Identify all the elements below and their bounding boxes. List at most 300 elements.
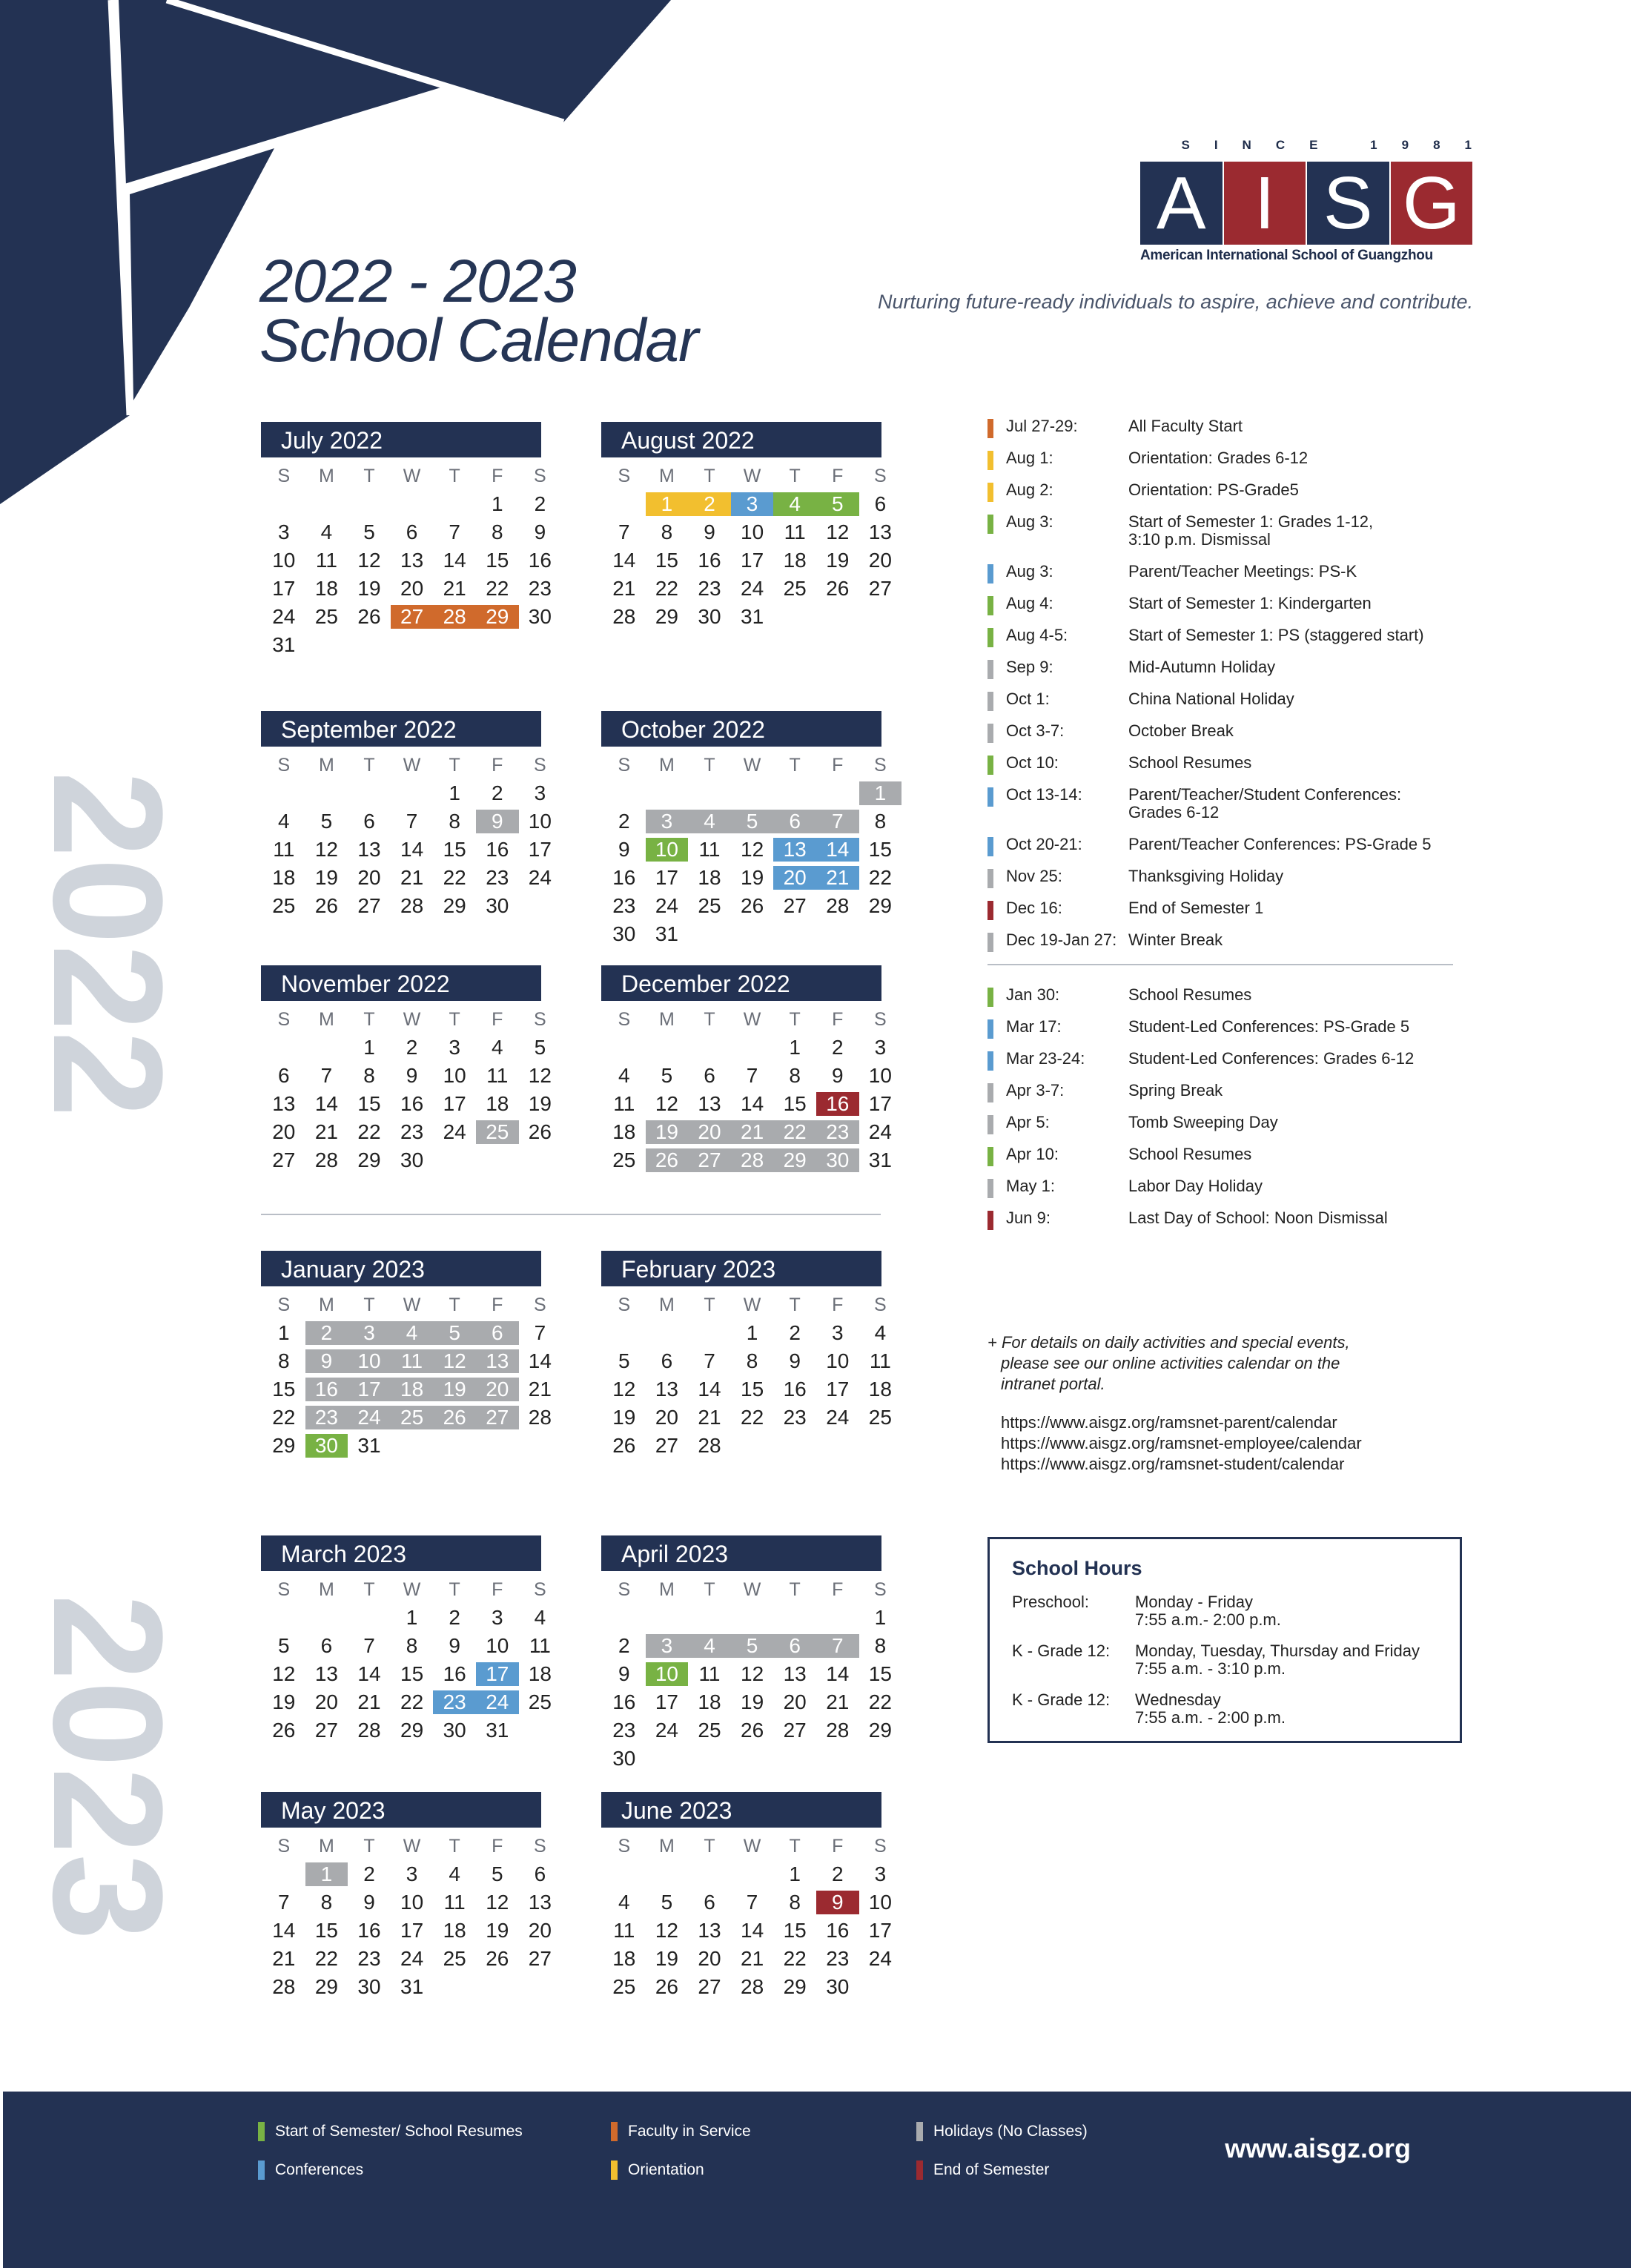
day-cell: 15 — [443, 838, 466, 861]
day-cell: 13 — [528, 1891, 552, 1914]
day-cell: 11 — [698, 1662, 721, 1685]
day-cell: 3 — [874, 1862, 887, 1885]
empty-day — [348, 1604, 391, 1632]
event-text: Parent/Teacher Meetings: PS-K — [1128, 562, 1357, 581]
day-cell-holiday: 3 — [646, 807, 689, 836]
day-cell: 17 — [400, 1919, 424, 1942]
weekday-label: T — [449, 1295, 460, 1315]
day-cell: 19 — [612, 1406, 636, 1429]
event-text: Parent/Teacher/Student Conferences: Grades 6-12 — [1128, 785, 1402, 821]
weekday-label: S — [277, 755, 291, 776]
empty-day — [688, 1319, 731, 1347]
weekday-label: S — [874, 1009, 887, 1030]
day-cell: 20 — [698, 1947, 721, 1970]
link-parent-calendar[interactable]: https://www.aisgz.org/ramsnet-parent/calendar — [1001, 1413, 1337, 1432]
day-cell: 18 — [314, 577, 338, 600]
day-cell-holiday: 18 — [391, 1375, 434, 1404]
day-cell: 31 — [357, 1434, 381, 1457]
day-cell-orient: 2 — [688, 490, 731, 518]
title-years: 2022 - 2023 — [259, 248, 576, 315]
legend-label: Holidays (No Classes) — [933, 2123, 1088, 2140]
day-cell-conf: 3 — [731, 490, 774, 518]
weekday-label: F — [832, 466, 844, 486]
day-cell: 10 — [868, 1891, 892, 1914]
month-title: July 2022 — [261, 422, 541, 457]
event-date: Dec 16: — [1006, 899, 1062, 917]
day-cell: 20 — [868, 549, 892, 572]
day-cell: 19 — [357, 577, 381, 600]
hours-days: Wednesday — [1135, 1690, 1221, 1709]
event-text: School Resumes — [1128, 753, 1252, 772]
day-cell: 14 — [528, 1349, 552, 1372]
day-cell: 24 — [443, 1120, 466, 1143]
event-date: Mar 23-24: — [1006, 1049, 1085, 1068]
title-name: School Calendar — [259, 307, 698, 374]
event-text: Last Day of School: Noon Dismissal — [1128, 1209, 1388, 1227]
day-cell: 29 — [868, 894, 892, 917]
weekday-label: T — [704, 755, 715, 776]
day-cell: 23 — [357, 1947, 381, 1970]
events-2023 — [987, 986, 1492, 1227]
legend-swatch — [916, 2122, 923, 2141]
day-cell: 14 — [314, 1092, 338, 1115]
day-cell: 21 — [357, 1690, 381, 1713]
day-cell: 9 — [789, 1349, 801, 1372]
legend-faculty — [611, 2122, 751, 2141]
empty-day — [603, 1604, 646, 1632]
day-cell: 6 — [320, 1634, 333, 1657]
event-color-marker — [987, 724, 993, 743]
month-grid — [603, 1005, 892, 1174]
weekday-label: M — [318, 1579, 334, 1600]
event-item — [987, 1209, 1492, 1227]
logo-letter-i: I — [1224, 162, 1306, 245]
day-cell-holiday: 5 — [433, 1319, 476, 1347]
weekday-label: T — [704, 1836, 715, 1857]
day-cell-semester: 30 — [305, 1432, 348, 1460]
day-cell: 23 — [400, 1120, 424, 1143]
day-cell-conf: 23 — [433, 1688, 476, 1716]
weekday-label: T — [704, 1295, 715, 1315]
day-cell: 23 — [612, 1719, 636, 1742]
day-cell: 18 — [698, 866, 721, 889]
day-cell: 21 — [741, 1947, 764, 1970]
event-text: China National Holiday — [1128, 690, 1294, 708]
day-cell: 8 — [661, 520, 673, 543]
vertical-year-2022 — [21, 771, 195, 1118]
day-cell: 15 — [783, 1919, 807, 1942]
empty-day — [603, 1319, 646, 1347]
day-cell: 13 — [272, 1092, 296, 1115]
day-cell: 2 — [534, 492, 546, 515]
day-cell: 25 — [528, 1690, 552, 1713]
day-cell-semester: 4 — [773, 490, 816, 518]
event-color-marker — [987, 515, 993, 534]
day-cell: 8 — [449, 810, 460, 833]
day-cell: 27 — [272, 1148, 296, 1171]
day-cell-holiday: 9 — [305, 1347, 348, 1375]
day-cell: 4 — [491, 1036, 503, 1059]
event-color-marker — [987, 933, 993, 952]
month-calendar — [261, 422, 552, 659]
day-cell: 3 — [491, 1606, 503, 1629]
note-line2: please see our online activities calendar on the — [1001, 1354, 1340, 1372]
event-item — [987, 1082, 1492, 1100]
day-cell: 26 — [826, 577, 850, 600]
day-cell: 14 — [357, 1662, 381, 1685]
event-date: Aug 4: — [1006, 594, 1053, 612]
event-color-marker — [987, 596, 993, 615]
empty-day — [688, 1604, 731, 1632]
day-cell: 1 — [789, 1036, 801, 1059]
month-calendar — [601, 965, 892, 1174]
weekday-label: T — [449, 1009, 460, 1030]
weekday-label: M — [318, 1836, 334, 1857]
day-cell: 7 — [746, 1064, 758, 1087]
day-cell: 28 — [528, 1406, 552, 1429]
empty-day — [433, 490, 476, 518]
day-cell: 3 — [831, 1321, 844, 1344]
day-cell: 12 — [612, 1378, 636, 1401]
legend-label: Start of Semester/ School Resumes — [275, 2123, 523, 2140]
school-hours-title: School Hours — [1012, 1557, 1142, 1579]
day-cell: 22 — [272, 1406, 296, 1429]
day-cell-holiday: 26 — [646, 1146, 689, 1174]
event-date: Oct 1: — [1006, 690, 1050, 708]
events-2022 — [987, 417, 1492, 949]
day-cell: 24 — [528, 866, 552, 889]
day-cell: 14 — [443, 549, 466, 572]
day-cell: 11 — [315, 549, 337, 572]
day-cell: 30 — [443, 1719, 466, 1742]
day-cell: 15 — [868, 1662, 892, 1685]
weekday-label: M — [318, 755, 334, 776]
day-cell-holiday: 26 — [433, 1404, 476, 1432]
day-cell-holiday: 24 — [348, 1404, 391, 1432]
day-cell: 14 — [741, 1092, 764, 1115]
day-cell: 11 — [486, 1064, 509, 1087]
event-text: Student-Led Conferences: PS-Grade 5 — [1128, 1017, 1410, 1036]
day-cell-holiday: 3 — [646, 1632, 689, 1660]
day-cell: 26 — [655, 1975, 678, 1998]
weekday-label: S — [277, 1295, 291, 1315]
day-cell-holiday: 23 — [816, 1118, 859, 1146]
note-prefix: + — [987, 1333, 997, 1352]
day-cell: 8 — [278, 1349, 290, 1372]
vertical-year-2023-text: 2023 — [21, 1594, 195, 1941]
empty-day — [348, 490, 391, 518]
empty-day — [262, 1034, 305, 1062]
note-line3: intranet portal. — [1001, 1375, 1105, 1393]
day-cell: 1 — [449, 781, 460, 804]
day-cell: 9 — [534, 520, 546, 543]
event-text: School Resumes — [1128, 1145, 1252, 1163]
weekday-label: M — [658, 466, 675, 486]
day-cell: 31 — [272, 633, 296, 656]
day-cell-faculty: 28 — [433, 603, 476, 631]
day-cell: 13 — [783, 1662, 807, 1685]
weekday-label: T — [363, 1009, 375, 1030]
weekday-label: F — [492, 1009, 503, 1030]
day-cell: 13 — [357, 838, 381, 861]
day-cell: 5 — [618, 1349, 630, 1372]
day-cell: 24 — [868, 1947, 892, 1970]
weekday-label: T — [363, 1836, 375, 1857]
month-title: April 2023 — [601, 1535, 881, 1571]
empty-day — [305, 1034, 348, 1062]
day-cell: 1 — [789, 1862, 801, 1885]
day-cell-conf: 20 — [773, 864, 816, 892]
event-item — [987, 931, 1492, 949]
empty-day — [305, 1604, 348, 1632]
event-text: Orientation: Grades 6-12 — [1128, 449, 1309, 467]
day-cell: 24 — [741, 577, 764, 600]
weekday-label: W — [743, 466, 761, 486]
logo-letter-s: S — [1307, 162, 1389, 245]
weekday-label: S — [534, 1836, 546, 1857]
day-cell-semester: 5 — [816, 490, 859, 518]
weekday-label: T — [704, 1579, 715, 1600]
event-text: Start of Semester 1: Kindergarten — [1128, 594, 1372, 612]
empty-day — [816, 779, 859, 807]
event-color-marker — [987, 483, 993, 502]
day-cell: 7 — [746, 1891, 758, 1914]
day-cell: 2 — [449, 1606, 460, 1629]
day-cell: 22 — [868, 866, 892, 889]
legend-label: Faculty in Service — [628, 2123, 751, 2140]
day-cell: 4 — [618, 1064, 630, 1087]
empty-day — [816, 1604, 859, 1632]
event-text: Start of Semester 1: Grades 1-12, 3:10 p.m. Dismissal — [1128, 512, 1374, 549]
day-cell: 12 — [826, 520, 850, 543]
legend-end-semester — [916, 2160, 1049, 2180]
logo-letter-a: A — [1140, 162, 1223, 245]
day-cell: 31 — [868, 1148, 892, 1171]
day-cell: 23 — [486, 866, 509, 889]
day-cell: 26 — [741, 894, 764, 917]
day-cell: 21 — [443, 577, 466, 600]
day-cell-holiday: 9 — [476, 807, 519, 836]
day-cell: 9 — [406, 1064, 418, 1087]
day-cell-holiday: 20 — [688, 1118, 731, 1146]
event-color-marker — [987, 1083, 993, 1102]
day-cell: 21 — [314, 1120, 338, 1143]
day-cell-semester: 10 — [646, 1660, 689, 1688]
event-color-marker — [987, 837, 993, 856]
event-color-marker — [987, 787, 993, 807]
legend-orientation — [611, 2160, 704, 2180]
day-cell: 11 — [869, 1349, 891, 1372]
school-hours-box — [987, 1537, 1462, 1743]
day-cell: 27 — [783, 894, 807, 917]
day-cell: 17 — [528, 838, 552, 861]
day-cell: 2 — [363, 1862, 375, 1885]
day-cell: 24 — [826, 1406, 850, 1429]
day-cell: 2 — [618, 810, 630, 833]
day-cell: 28 — [698, 1434, 721, 1457]
weekday-label: F — [832, 1579, 844, 1600]
day-cell: 8 — [406, 1634, 418, 1657]
legend-holidays — [916, 2122, 1088, 2141]
event-item — [987, 1018, 1492, 1036]
day-cell: 19 — [272, 1690, 296, 1713]
day-cell: 15 — [868, 838, 892, 861]
footer — [3, 2092, 1631, 2268]
day-cell: 6 — [704, 1064, 715, 1087]
day-cell: 28 — [741, 1975, 764, 1998]
event-date: Aug 3: — [1006, 512, 1053, 531]
legend-swatch — [916, 2160, 923, 2180]
day-cell: 29 — [314, 1975, 338, 1998]
day-cell: 28 — [272, 1975, 296, 1998]
weekday-label: T — [789, 1009, 801, 1030]
day-cell: 31 — [655, 922, 678, 945]
hours-days: Monday, Tuesday, Thursday and Friday — [1135, 1642, 1420, 1660]
empty-day — [688, 1034, 731, 1062]
day-cell: 17 — [826, 1378, 850, 1401]
day-cell: 10 — [272, 549, 296, 572]
day-cell: 11 — [529, 1634, 551, 1657]
day-cell: 29 — [272, 1434, 296, 1457]
day-cell: 19 — [528, 1092, 552, 1115]
weekday-label: M — [318, 1009, 334, 1030]
day-cell: 28 — [826, 1719, 850, 1742]
day-cell: 26 — [272, 1719, 296, 1742]
hours-days: Monday - Friday — [1135, 1593, 1253, 1611]
event-date: Jul 27-29: — [1006, 417, 1078, 435]
day-cell: 23 — [528, 577, 552, 600]
link-employee-calendar[interactable]: https://www.aisgz.org/ramsnet-employee/calendar — [1001, 1434, 1362, 1452]
event-item — [987, 786, 1492, 821]
day-cell: 17 — [868, 1092, 892, 1115]
legend-swatch — [611, 2122, 618, 2141]
month-calendar — [601, 1535, 892, 1773]
day-cell: 4 — [874, 1321, 887, 1344]
event-color-marker — [987, 419, 993, 438]
weekday-label: S — [618, 1579, 631, 1600]
month-grid — [603, 751, 892, 948]
day-cell: 13 — [698, 1092, 721, 1115]
weekday-label: W — [743, 1009, 761, 1030]
day-cell: 20 — [314, 1690, 338, 1713]
day-cell: 2 — [618, 1634, 630, 1657]
day-cell-holiday: 27 — [688, 1146, 731, 1174]
day-cell: 11 — [613, 1092, 635, 1115]
month-calendar — [261, 711, 552, 920]
day-cell: 19 — [826, 549, 850, 572]
event-item — [987, 1145, 1492, 1163]
day-cell: 20 — [400, 577, 424, 600]
day-cell: 7 — [618, 520, 630, 543]
legend-label: Conferences — [275, 2161, 364, 2178]
day-cell: 22 — [741, 1406, 764, 1429]
logo-letter-g: G — [1391, 162, 1473, 245]
day-cell: 9 — [363, 1891, 375, 1914]
day-cell: 25 — [443, 1947, 466, 1970]
day-cell: 26 — [486, 1947, 509, 1970]
day-cell: 16 — [612, 1690, 636, 1713]
day-cell: 5 — [491, 1862, 503, 1885]
legend-conferences — [258, 2160, 363, 2180]
day-cell: 2 — [789, 1321, 801, 1344]
weekday-label: T — [449, 755, 460, 776]
day-cell: 5 — [661, 1891, 673, 1914]
event-date: Jan 30: — [1006, 985, 1060, 1004]
event-color-marker — [987, 1115, 993, 1134]
day-cell: 3 — [406, 1862, 418, 1885]
day-cell: 22 — [783, 1947, 807, 1970]
day-cell-holiday: 21 — [731, 1118, 774, 1146]
day-cell-holiday: 1 — [859, 779, 902, 807]
day-cell: 8 — [874, 1634, 887, 1657]
weekday-label: T — [363, 1295, 375, 1315]
day-cell: 29 — [783, 1975, 807, 1998]
day-cell: 14 — [272, 1919, 296, 1942]
day-cell: 15 — [783, 1092, 807, 1115]
day-cell: 18 — [612, 1120, 636, 1143]
day-cell: 26 — [314, 894, 338, 917]
day-cell: 1 — [874, 1606, 887, 1629]
day-cell-holiday: 7 — [816, 807, 859, 836]
day-cell-holiday: 25 — [476, 1118, 519, 1146]
weekday-label: F — [492, 1295, 503, 1315]
legend-swatch — [611, 2160, 618, 2180]
month-title: September 2022 — [261, 711, 541, 747]
day-cell: 7 — [534, 1321, 546, 1344]
day-cell: 29 — [357, 1148, 381, 1171]
day-cell: 6 — [278, 1064, 290, 1087]
event-item — [987, 754, 1492, 772]
weekday-label: S — [618, 1836, 631, 1857]
day-cell-holiday: 10 — [348, 1347, 391, 1375]
event-color-marker — [987, 1211, 993, 1230]
event-color-marker — [987, 1147, 993, 1166]
weekday-label: S — [874, 1295, 887, 1315]
weekday-label: S — [874, 1579, 887, 1600]
event-item — [987, 658, 1492, 676]
event-date: Oct 10: — [1006, 753, 1059, 772]
hours-time: 7:55 a.m. - 3:10 p.m. — [1135, 1659, 1286, 1678]
day-cell: 27 — [528, 1947, 552, 1970]
day-cell: 30 — [357, 1975, 381, 1998]
day-cell-holiday: 6 — [773, 1632, 816, 1660]
weekday-label: T — [449, 1836, 460, 1857]
legend-label: End of Semester — [933, 2161, 1050, 2178]
website-link[interactable]: www.aisgz.org — [1225, 2133, 1411, 2163]
day-cell: 14 — [826, 1662, 850, 1685]
empty-day — [348, 779, 391, 807]
weekday-label: S — [618, 1009, 631, 1030]
link-student-calendar[interactable]: https://www.aisgz.org/ramsnet-student/calendar — [1001, 1455, 1345, 1473]
day-cell: 20 — [783, 1690, 807, 1713]
month-grid — [603, 1832, 892, 2001]
empty-day — [646, 1604, 689, 1632]
weekday-label: F — [492, 1579, 503, 1600]
day-cell-holiday: 11 — [391, 1347, 434, 1375]
day-cell: 7 — [278, 1891, 290, 1914]
day-cell: 25 — [314, 605, 338, 628]
weekday-label: T — [789, 1579, 801, 1600]
event-text: Orientation: PS-Grade5 — [1128, 480, 1299, 499]
weekday-label: S — [618, 755, 631, 776]
day-cell: 4 — [278, 810, 290, 833]
day-cell-holiday: 16 — [305, 1375, 348, 1404]
event-color-marker — [987, 628, 993, 647]
logo-school-name: American International School of Guangzhou — [1140, 248, 1433, 263]
day-cell-end: 9 — [816, 1888, 859, 1917]
day-cell: 27 — [655, 1434, 678, 1457]
day-cell-faculty: 27 — [391, 603, 434, 631]
